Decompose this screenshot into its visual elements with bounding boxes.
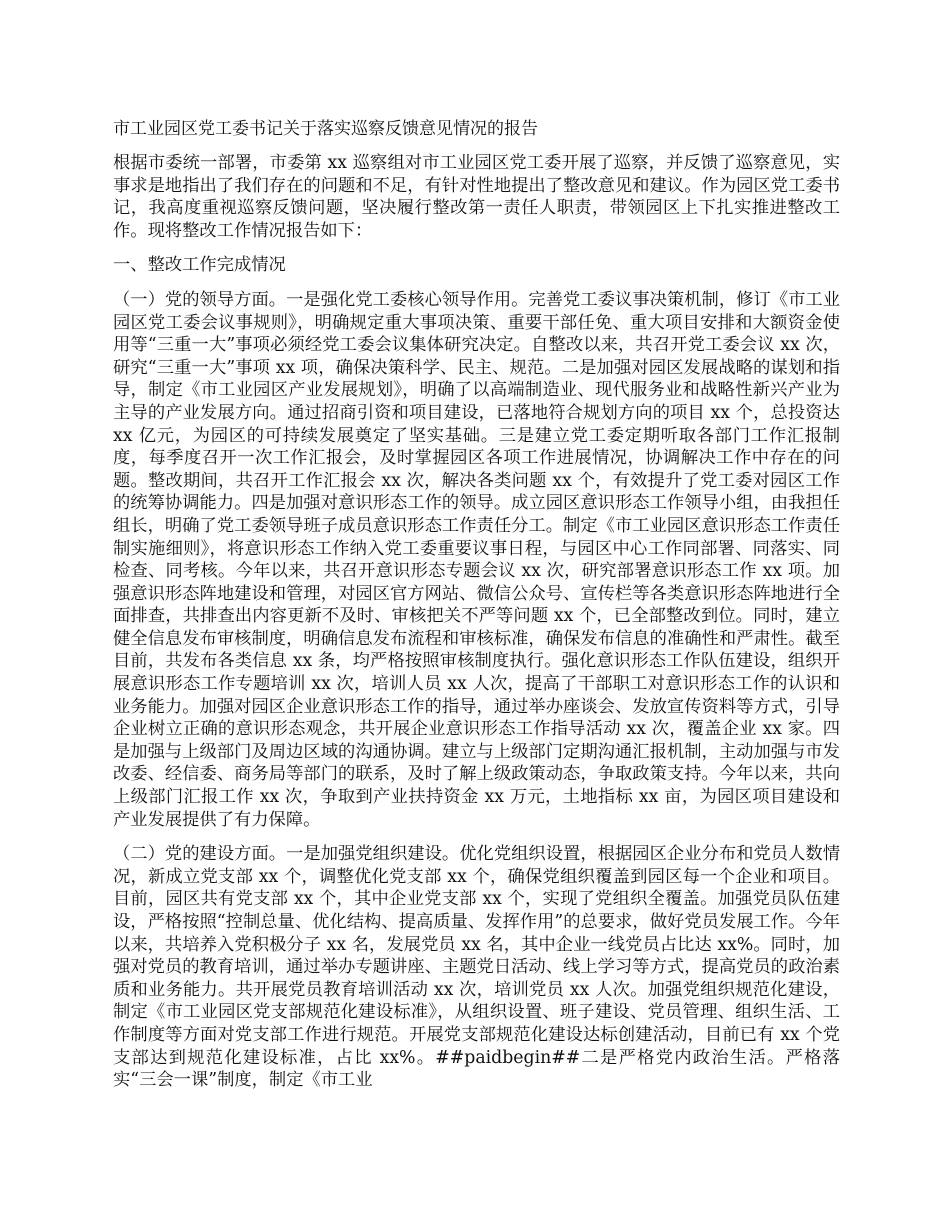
party-building-paragraph: （二）党的建设方面。一是加强党组织建设。优化党组织设置，根据园区企业分布和党员人数情况，新成立党支部 xx 个，调整优化党支部 xx 个，确保党组织覆盖到园区每一个企业和项目。目前，园区共有党支部 xx 个，其中企业党支部 xx 个，实现了党组织全覆盖。加强党员队伍建设，严格按照“控制总量、优化结构、提高质量、发挥作用”的总要求，做好党员发展工作。今年以来，共培养入党积极分子 xx 名，发展党员 xx 名，其中企业一线党员占比达 xx%。同时，加强对党员的教育培训，通过举办专题讲座、主题党日活动、线上学习等方式，提高党员的政治素质和业务能力。共开展党员教育培训活动 xx 次，培训党员 xx 人次。加强党组织规范化建设，制定《市工业园区党支部规范化建设标准》，从组织设置、班子建设、党员管理、组织生活、工作制度等方面对党支部工作进行规范。开展党支部规范化建设达标创建活动，目前已有 xx 个党支部达到规范化建设标准，占比 xx%。##paidbegin##二是严格党内政治生活。严格落实“三会一课”制度，制定《市工业 [113,844,840,1091]
document-title: 市工业园区党工委书记关于落实巡察反馈意见情况的报告 [113,119,538,139]
document-page [113,118,840,1104]
leadership-paragraph: （一）党的领导方面。一是强化党工委核心领导作用。完善党工委议事决策机制，修订《市工业园区党工委会议事规则》，明确规定重大事项决策、重要干部任免、重大项目安排和大额资金使用等“三重一大”事项必须经党工委会议集体研究决定。自整改以来，共召开党工委会议 xx 次，研究“三重一大”事项 xx 项，确保决策科学、民主、规范。二是加强对园区发展战略的谋划和指导，制定《市工业园区产业发展规划》，明确了以高端制造业、现代服务业和战略性新兴产业为主导的产业发展方向。通过招商引资和项目建设，已落地符合规划方向的项目 xx 个，总投资达 xx 亿元，为园区的可持续发展奠定了坚实基础。三是建立党工委定期听取各部门工作汇报制度，每季度召开一次工作汇报会，及时掌握园区各项工作进展情况，协调解决工作中存在的问题。整改期间，共召开工作汇报会 xx 次，解决各类问题 xx 个，有效提升了党工委对园区工作的统筹协调能力。四是加强对意识形态工作的领导。成立园区意识形态工作领导小组，由我担任组长，明确了党工委领导班子成员意识形态工作责任分工。制定《市工业园区意识形态工作责任制实施细则》，将意识形态工作纳入党工委重要议事日程，与园区中心工作同部署、同落实、同检查、同考核。今年以来，共召开意识形态专题会议 xx 次，研究部署意识形态工作 xx 项。加强意识形态阵地建设和管理，对园区官方网站、微信公众号、宣传栏等各类意识形态阵地进行全面排查，共排查出内容更新不及时、审核把关不严等问题 xx 个，已全部整改到位。同时，建立健全信息发布审核制度，明确信息发布流程和审核标准，确保发布信息的准确性和严肃性。截至目前，共发布各类信息 xx 条，均严格按照审核制度执行。强化意识形态工作队伍建设，组织开展意识形态工作专题培训 xx 次，培训人员 xx 人次，提高了干部职工对意识形态工作的认识和业务能力。加强对园区企业意识形态工作的指导，通过举办座谈会、发放宣传资料等方式，引导企业树立正确的意识形态观念，共开展企业意识形态工作指导活动 xx 次，覆盖企业 xx 家。四是加强与上级部门及周边区域的沟通协调。建立与上级部门定期沟通汇报机制，主动加强与市发改委、经信委、商务局等部门的联系，及时了解上级政策动态，争取政策支持。今年以来，共向上级部门汇报工作 xx 次，争取到产业扶持资金 xx 万元，土地指标 xx 亩，为园区项目建设和产业发展提供了有力保障。 [113,289,840,830]
section-heading: 一、整改工作完成情况 [113,255,286,276]
intro-paragraph: 根据市委统一部署，市委第 xx 巡察组对市工业园区党工委开展了巡察，并反馈了巡察意见，实事求是地指出了我们存在的问题和不足，有针对性地提出了整改意见和建议。作为园区党工委书记，我高度重视巡察反馈问题，坚决履行整改第一责任人职责，带领园区上下扎实推进整改工作。现将整改工作情况报告如下： [113,153,840,241]
